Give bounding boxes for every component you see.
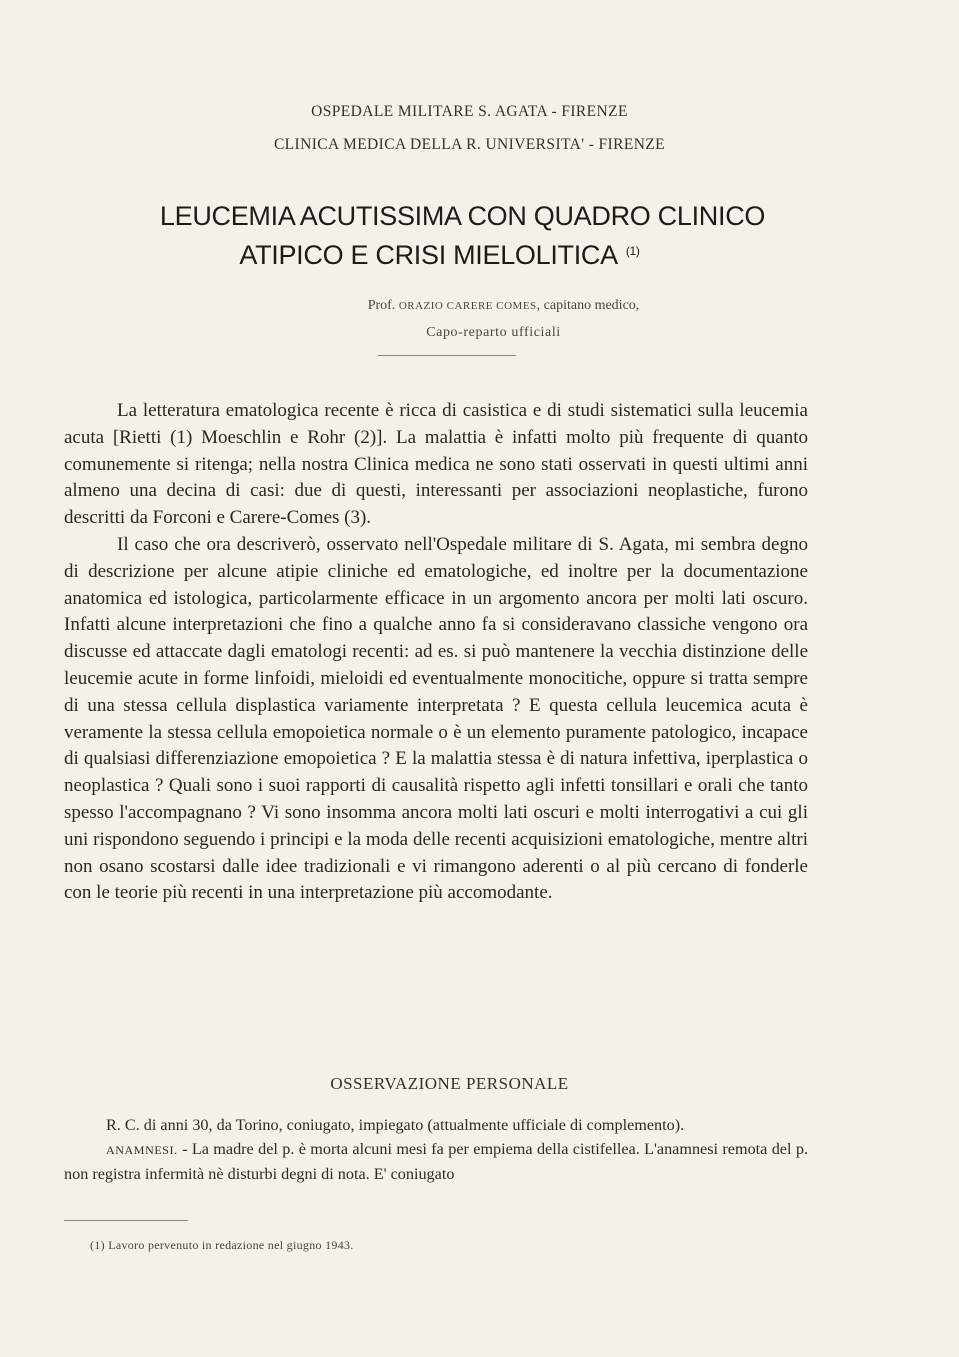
title-divider [378,355,516,356]
author-prefix: Prof. [367,298,396,313]
institution-line-1: OSPEDALE MILITARE S. AGATA - FIRENZE [311,103,628,120]
footnote: (1) Lavoro pervenuto in redazione nel giugno 1943. [90,1238,354,1252]
author-position: Capo-reparto ufficiali [426,325,561,340]
footnote-divider [64,1220,188,1221]
title-footnote-marker: (1) [625,244,640,258]
anamnesi-label: ANAMNESI. [106,1143,178,1157]
anamnesi-text: - La madre del p. è morta alcuni mesi fa per empiema della cistifellea. L'anamnesi remota del p. non registra infermità nè disturbi degni di nota. E' coniugato [64,1140,808,1183]
observation-paragraph: R. C. di anni 30, da Torino, coniugato, impiegato (attualmente ufficiale di complemento). [106,1116,685,1134]
body-paragraph: Il caso che ora descriverò, osservato nell'Ospedale militare di S. Agata, mi sembra degno di descrizione per alcune atipie cliniche ed ematologiche, ed inoltre per la documentazione anatomica ed istologica, particolarmente efficace in un argomento ancora per molti lati oscuro. Infatti alcune interpretazioni che fino a qualche anno fa si consideravano classiche vengono ora discusse ed attaccate dagli ematologi recenti: ad es. si può mantenere la vecchia distinzione delle leucemie acute in forme linfoidi, mieloidi ed eventualmente monocitiche, oppure si tratta sempre di una stessa cellula displastica variamente interpretata ? E questa cellula leucemica acuta è veramente la stessa cellula emopoietica normale o è un elemento puramente patologico, incapace di qualsiasi differenziazione emopoietica ? E la malattia stessa è di natura infettiva, iperplastica o neoplastica ? Quali sono i suoi rapporti di causalità rispetto agli infetti tonsillari e orali che tanto spesso l'accompagnano ? Vi sono insomma ancora molti lati oscuri e molti interrogativi a cui gli uni rispondono seguendo i principi e la moda delle recenti acquisizioni ematologiche, mentre altri non osano scostarsi dalle idee tradizionali e vi rimangono aderenti o al più cercano di fonderle con le teorie più recenti in una interpretazione più accomodante. [64,533,808,904]
institution-line-2: CLINICA MEDICA DELLA R. UNIVERSITA' - FIRENZE [273,136,666,153]
title-line-2 [0,240,919,271]
title-line-1: LEUCEMIA ACUTISSIMA CON QUADRO CLINICO [159,201,766,231]
section-heading: OSSERVAZIONE PERSONALE [330,1074,569,1093]
author-name: ORAZIO CARERE COMES [398,300,537,312]
observation-text [64,1113,808,1186]
body-text [64,398,808,907]
title-line-2-text: ATIPICO E CRISI MIELOLITICA [239,240,618,270]
author-line [24,298,959,314]
author-role: , capitano medico, [536,298,640,313]
body-paragraph: La letteratura ematologica recente è ricca di casistica e di studi sistematici sulla leucemia acuta [Rietti (1) Moeschlin e Rohr (2)]. La malattia è infatti molto più frequente di quanto comunemente si ritenga; nella nostra Clinica medica ne sono stati osservati in questi ultimi anni almeno una decina di casi: due di questi, interessanti per associazioni neoplastiche, furono descritti da Forconi e Carere-Comes (3). [64,400,808,529]
anamnesi-paragraph [64,1137,808,1186]
